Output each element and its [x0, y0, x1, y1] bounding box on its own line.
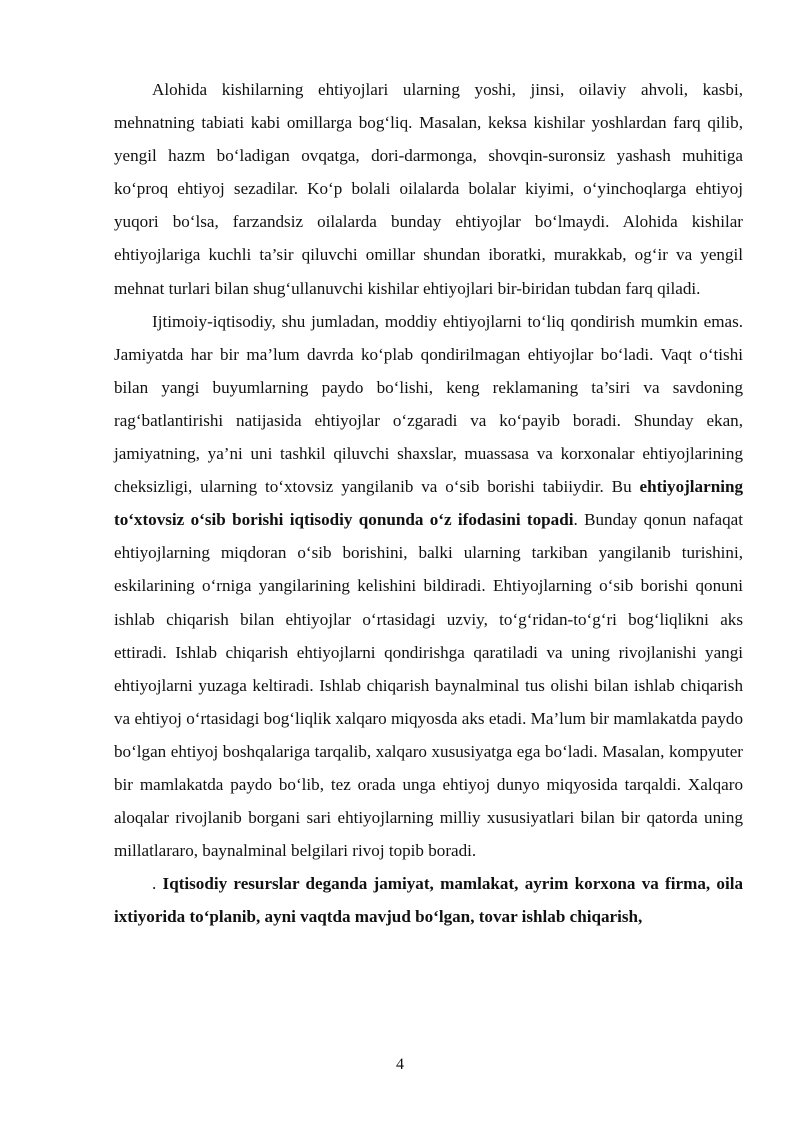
- paragraph-2: [114, 305, 743, 868]
- paragraph-2-bold-phrase: ehtiyojlarning to‘xtovsiz o‘sib borishi iqtisodiy qonunda o‘z ifodasini topadi: [114, 477, 743, 530]
- page-number: 4: [396, 1056, 404, 1073]
- paragraph-3-prefix: .: [152, 874, 163, 894]
- paragraph-1: [114, 73, 743, 305]
- paragraph-2-text-before: Ijtimoiy-iqtisodiy, shu jumladan, moddiy ehtiyojlarni to‘liq qondirish mumkin emas. Jamiyatda har bir ma’lum davrda ko‘plab qondirilmagan ehtiyojlar bo‘ladi. Vaqt o‘tishi bilan yangi buyumlarning paydo bo‘lishi, keng reklamaning ta’siri va savdoning rag‘batlantirishi natijasida ehtiyojlar o‘zgaradi va ko‘payib boradi. Shunday ekan, jamiyatning, ya’ni uni tashkil qiluvchi shaxslar, muassasa va korxonalar ehtiyojlarining cheksizligi, ularning to‘xtovsiz yangilanib va o‘sib borishi tabiiydir. Bu: [114, 311, 743, 497]
- paragraph-2-text-after: . Bunday qonun nafaqat ehtiyojlarning miqdoran o‘sib borishini, balki ularning tarkiban yangilanib turishini, eskilarining o‘rniga yangilarining kelishini bildiradi. Ehtiyojlarning o‘sib borishi qonuni ishlab chiqarish bilan ehtiyojlar o‘rtasidagi uzviy, to‘g‘ridan-to‘g‘ri bog‘liqlikni aks ettiradi. Ishlab chiqarish ehtiyojlarni qondirishga qaratiladi va uning rivojlanishi yangi ehtiyojlarni yuzaga keltiradi. Ishlab chiqarish baynalminal tus olishi bilan ishlab chiqarish va ehtiyoj o‘rtasidagi bog‘liqlik xalqaro miqyosda aks etadi. Ma’lum bir mamlakatda paydo bo‘lgan ehtiyoj boshqalariga tarqalib, xalqaro xususiyatga ega bo‘ladi. Masalan, kompyuter bir mamlakatda paydo bo‘lib, tez orada unga ehtiyoj dunyo miqyosida tarqaldi. Xalqaro aloqalar rivojlanib borgani sari ehtiyojlarning milliy xususiyatlari bilan bir qatorda uning millatlararo, baynalminal belgilari rivoj topib boradi.: [114, 510, 743, 861]
- paragraph-3: [114, 867, 743, 933]
- paragraph-3-bold-text: Iqtisodiy resurslar deganda jamiyat, mamlakat, ayrim korxona va firma, oila ixtiyorida to‘planib, ayni vaqtda mavjud bo‘lgan, tovar ishlab chiqarish,: [114, 874, 743, 927]
- body-text: [114, 73, 743, 933]
- paragraph-1-text: Alohida kishilarning ehtiyojlari ularning yoshi, jinsi, oilaviy ahvoli, kasbi, mehnatning tabiati kabi omillarga bog‘liq. Masalan, keksa kishilar yoshlardan farq qilib, yengil hazm bo‘ladigan ovqatga, dori-darmonga, shovqin-suronsiz yashash muhitiga ko‘proq ehtiyoj sezadilar. Ko‘p bolali oilalarda bolalar kiyimi, o‘yinchoqlarga ehtiyoj yuqori bo‘lsa, farzandsiz oilalarda bunday ehtiyojlar bo‘lmaydi. Alohida kishilar ehtiyojlariga kuchli ta’sir qiluvchi omillar shundan iboratki, murakkab, og‘ir va yengil mehnat turlari bilan shug‘ullanuvchi kishilar ehtiyojlari bir-biridan tubdan farq qiladi.: [114, 80, 743, 298]
